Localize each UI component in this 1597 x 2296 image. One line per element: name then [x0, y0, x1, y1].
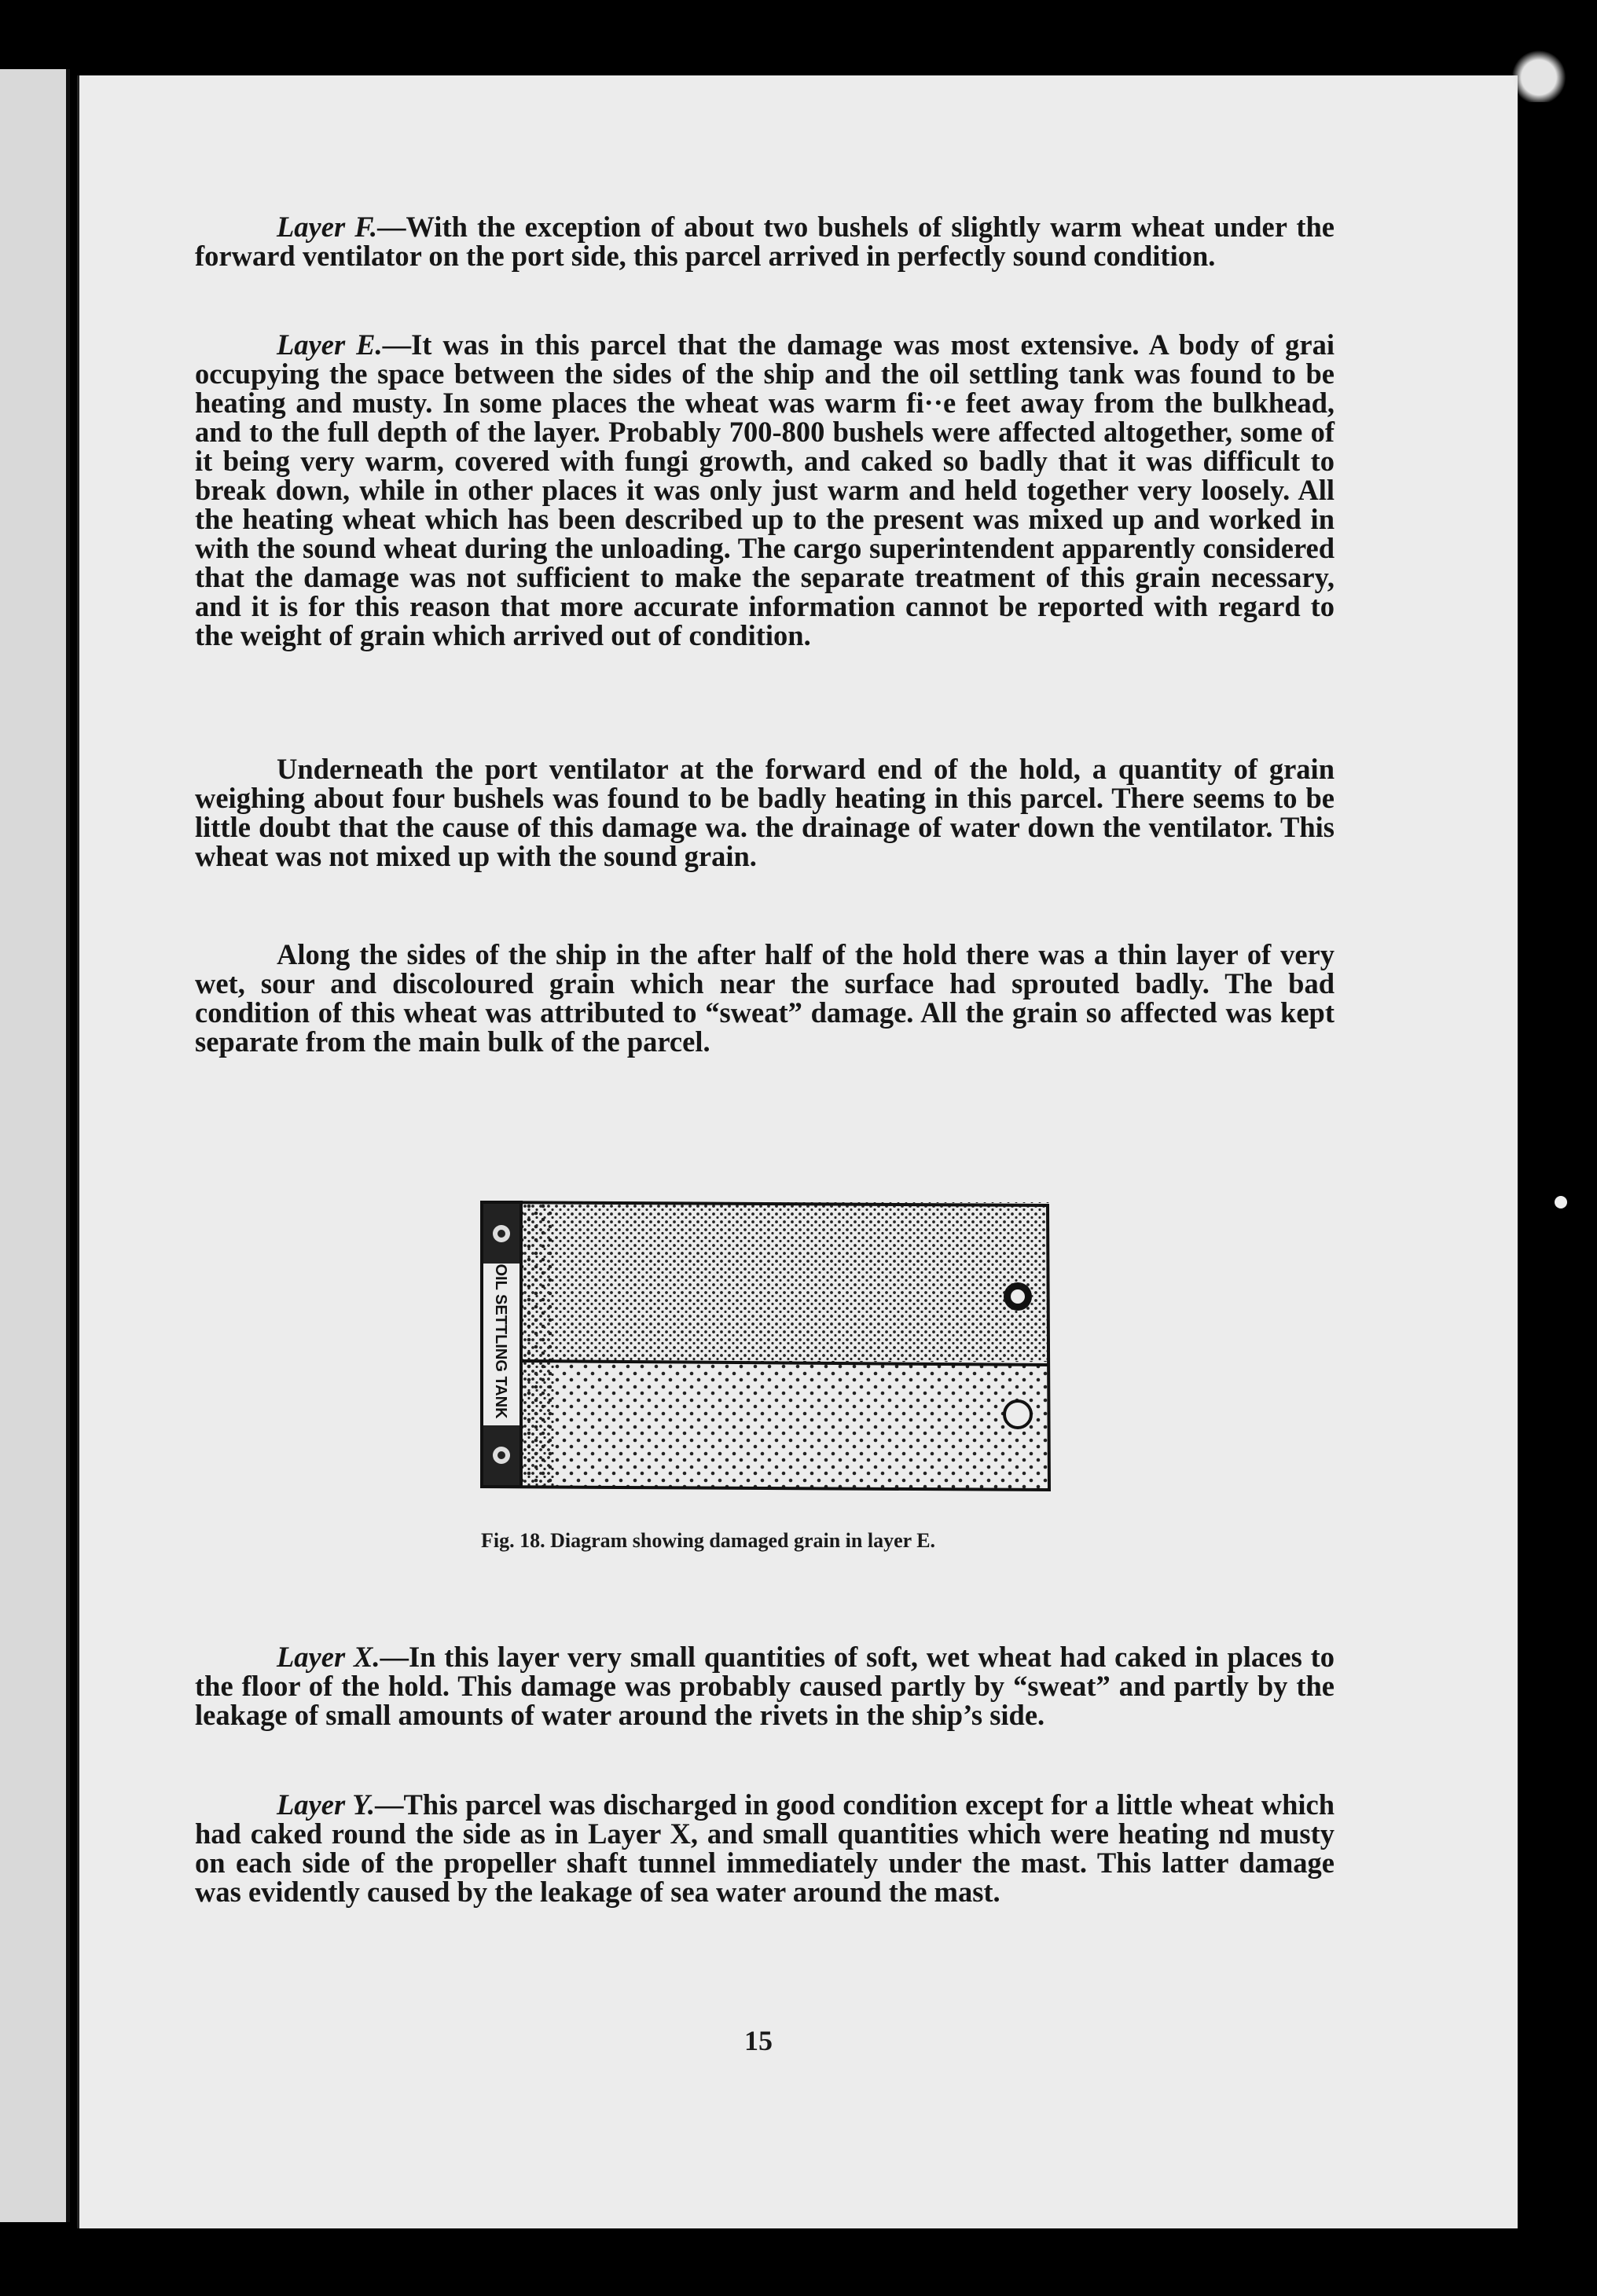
- figure-caption: Fig. 18. Diagram showing damaged grain in layer E.: [481, 1529, 936, 1552]
- paragraph-text: Along the sides of the ship in the after half of the hold there was a thin layer of very wet, sour and discoloured grain which near the surface had sprouted badly. The bad condition of this wheat was attributed to “sweat” damage. All the grain so affected was kept separate from the main bulk of the parcel.: [195, 938, 1335, 1058]
- paragraph-layer-x: [195, 1642, 1335, 1729]
- paragraph-heading: Layer X.: [277, 1641, 380, 1673]
- lower-hold-grain: [523, 1361, 1049, 1488]
- paragraph-text: —This parcel was discharged in good condition except for a little wheat which had caked round the side as in Layer X, and small quantities which were heating nd musty on each side of the propeller shaft tunnel immediately under the mast. This latter damage was evidently caused by the leakage of sea water around the mast.: [195, 1788, 1335, 1908]
- tank-label: OIL SETTLING TANK: [492, 1264, 509, 1419]
- paragraph-text: —In this layer very small quantities of soft, wet wheat had caked in places to the floor of the hold. This damage was probably caused partly by “sweat” and partly by the leakage of small amounts of water around the rivets in the ship’s side.: [195, 1641, 1335, 1731]
- hold-diagram-svg: [475, 1196, 1057, 1495]
- paragraph-heading: Layer F.: [277, 211, 377, 243]
- paragraph-text: —With the exception of about two bushels of slightly warm wheat under the forward ventilator on the port side, this parcel arrived in perfectly sound condition.: [195, 211, 1335, 272]
- paragraph-layer-e: [195, 330, 1335, 650]
- paragraph-heading: Layer E.: [277, 328, 383, 361]
- paragraph-underneath: [195, 754, 1335, 871]
- paragraph-text: —It was in this parcel that the damage was most extensive. A body of grai occupying the space between the sides of the ship and the oil settling tank was found to be heating and musty. In some places the wheat was warm fi··e feet away from the bulkhead, and to the full depth of the layer. Probably 700-800 bushels were affected altogether, some of it being very warm, covered with fungi growth, and caked so badly that it was difficult to break down, while in other places it was only just warm and held together very loosely. All the heating wheat which has been described up to the present was mixed up and worked in with the sound wheat during the unloading. The cargo superintendent apparently considered that the damage was not sufficient to make the separate treatment of this grain necessary, and it is for this reason that more accurate information cannot be reported with regard to the weight of grain which arrived out of condition.: [195, 328, 1335, 651]
- hold-diagram: [475, 1196, 1057, 1495]
- damaged-zone-upper: [523, 1202, 554, 1361]
- damaged-zone-lower: [523, 1361, 554, 1488]
- paragraph-heading: Layer Y.: [277, 1788, 375, 1821]
- upper-hold-grain: [523, 1202, 1049, 1361]
- paragraph-layer-f: [195, 212, 1335, 270]
- adjacent-page-edge: [0, 69, 70, 2222]
- scan-artifact: [1507, 47, 1570, 102]
- scan-speck: [1555, 1196, 1567, 1209]
- paragraph-along-sides: [195, 940, 1335, 1056]
- page-number: 15: [744, 2025, 773, 2056]
- starboard-ventilator-icon: [1004, 1401, 1031, 1428]
- paragraph-text: Underneath the port ventilator at the forward end of the hold, a quantity of grain weighing about four bushels was found to be badly heating in this parcel. There seems to be little doubt that the cause of this damage wa. the drainage of water down the ventilator. This wheat was not mixed up with the sound grain.: [195, 753, 1335, 872]
- paragraph-layer-y: [195, 1790, 1335, 1906]
